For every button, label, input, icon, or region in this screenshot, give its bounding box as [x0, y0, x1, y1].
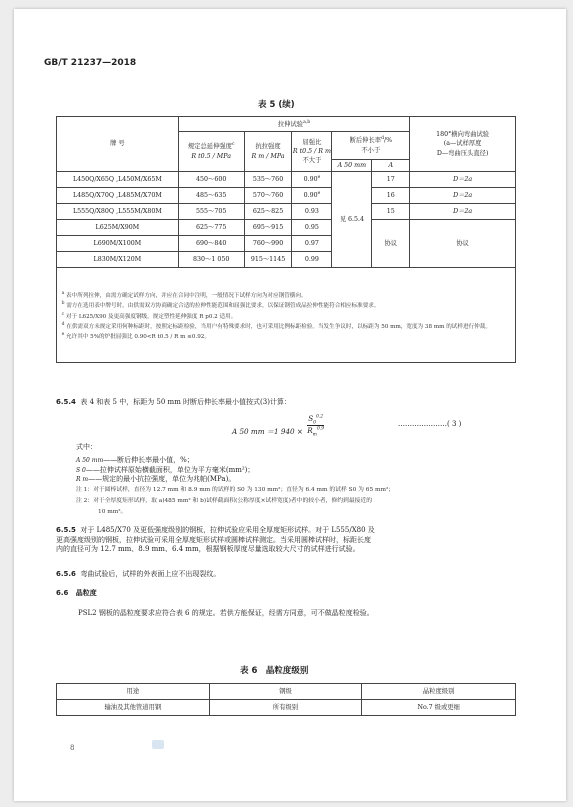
header-tensile: 拉伸试验$^{a,b}$ [178, 117, 409, 132]
ts-cell: 570～760 [244, 188, 292, 204]
bend-cell: D＝2a [410, 172, 516, 188]
yield-cell: 450～600 [178, 172, 244, 188]
section-6-6-heading: 6.6 晶粒度 [56, 589, 97, 597]
ratio-cell: 0.99 [292, 252, 332, 268]
header-yield: 规定总延伸强度$^c$ R t0.5 / MPa [178, 132, 244, 172]
formula-3: A 50 mm ＝1 940 × $\frac{S_0^{0.2}}{R_m^{0.9}}$ [232, 414, 325, 438]
note-1: 注 1：对于圆棒试样，直径为 12.7 mm 和 8.9 mm 的试样的 S0 为 130 mm²；直径为 6.4 mm 的试样 S0 为 65 mm²； [76, 487, 395, 493]
definition-item: R m——规定的最小抗拉强度，单位为兆帕(MPa)。 [76, 475, 236, 484]
footnote: $^d$ 在供需双方未规定采用何种标距时，按照定标距检验，当用户有特殊要求时，也可采用比例标距检验。当发生争议时，以标距为 50 mm，宽度为 38 mm 的试样进行仲裁。 [61, 321, 491, 330]
bend-cell: D＝2a [410, 204, 516, 220]
section-6-5-6: 6.5.6 弯曲试验后，试样的外表面上应不出现裂纹。 [56, 570, 221, 578]
grain-size-cell: No.7 级或更细 [362, 700, 516, 716]
ts-cell: 915～1145 [244, 252, 292, 268]
grade-cell: L830M/X120M [57, 252, 179, 268]
header-usage: 用途 [57, 684, 210, 700]
a50-merged-cell: 见 6.5.4 [332, 172, 372, 268]
table5-footnotes [58, 290, 514, 341]
agreement-a-cell: 协议 [372, 220, 410, 268]
where-label: 式中： [76, 443, 97, 451]
a-cell: 17 [372, 172, 410, 188]
ts-cell: 535～760 [244, 172, 292, 188]
section-6-5-5: 6.5.5 对于 L485/X70 及更低强度级别的钢板，拉伸试验应采用全厚度矩形试样。对于 L555/X80 及 更高强度级别的钢板，拉伸试验可采用全厚度矩形试样或圆棒试样测定。当采用圆棒试样时，标距长度 内的直径可为 12.7 mm、8.9 mm、6.4 mm，根据钢板厚度尽量选取较大尺寸的试样进行试验。 [56, 526, 375, 554]
table-6 [56, 683, 516, 716]
page-number: 8 [70, 744, 75, 752]
ratio-cell: 0.90e [292, 172, 332, 188]
a-cell: 15 [372, 204, 410, 220]
footnote: $^b$ 需方在选用表中牌号时，由供需双方协商确定合适的拉伸性能范围和屈强比要求，以保证钢管成品拉伸性能符合相应标准要求。 [61, 301, 380, 310]
ts-cell: 695～915 [244, 220, 292, 236]
grade-cell: L450Q/X65Q ,L450M/X65M [57, 172, 179, 188]
yield-cell: 485～635 [178, 188, 244, 204]
header-elongation: 断后伸长率$^d$/% 不小于 [332, 132, 410, 160]
ratio-cell: 0.90e [292, 188, 332, 204]
yield-cell: 830～1 050 [178, 252, 244, 268]
table6-caption: 表 6 晶粒度级别 [240, 666, 309, 676]
note-2: 注 2：对于全厚度矩形试样，取 a)485 mm² 和 b)试样截面积(公称厚度×试样宽度)者中的较小者，修约到最接近的 [76, 498, 373, 504]
header-tensile-strength: 抗拉强度 R m / MPa [244, 132, 292, 172]
header-a50mm: A 50 mm [332, 160, 372, 172]
yield-cell: 555～705 [178, 204, 244, 220]
grade-cell: L625M/X90M [57, 220, 179, 236]
grade-cell: 所有级别 [209, 700, 362, 716]
standard-code-header: GB/T 21237—2018 [44, 58, 137, 68]
header-grade: 钢级 [209, 684, 362, 700]
table5-caption: 表 5 (续) [258, 100, 295, 110]
header-bend-test: 180°横向弯曲试验 (a—试样厚度 D—弯曲压头直径) [410, 117, 516, 172]
ts-cell: 760～990 [244, 236, 292, 252]
header-grain-size: 晶粒度级别 [362, 684, 516, 700]
grade-cell: L485Q/X70Q ,L485M/X70M [57, 188, 179, 204]
definition-item: A 50 mm——断后伸长率最小值，%； [76, 456, 194, 464]
a-cell: 16 [372, 188, 410, 204]
grade-cell: L555Q/X80Q ,L555M/X80M [57, 204, 179, 220]
watermark-stamp-icon [152, 740, 164, 749]
header-grade: 牌 号 [57, 117, 179, 172]
yield-cell: 625～775 [178, 220, 244, 236]
ratio-cell: 0.93 [292, 204, 332, 220]
agreement-bend-cell: 协议 [410, 220, 516, 268]
ratio-cell: 0.97 [292, 236, 332, 252]
symbol-definitions [76, 456, 516, 485]
footnote: $^c$ 对于 L625/X90 及更高强度钢级，规定塑性延伸强度 R p0.2 适用。 [61, 311, 237, 320]
note-2-continued: 10 mm²。 [98, 509, 127, 515]
footnote: $^a$ 表中所列拉伸，由需方确定试样方向，并应在合同中注明，一般情况下试样方向为对应钢管横向。 [61, 291, 307, 299]
ratio-cell: 0.95 [292, 220, 332, 236]
formula-number: …………………( 3 ) [398, 420, 462, 428]
grade-cell: L690M/X100M [57, 236, 179, 252]
definition-item: S 0——拉伸试样原始横截面积，单位为平方毫米(mm²)； [76, 465, 255, 474]
ts-cell: 625～825 [244, 204, 292, 220]
usage-cell: 输油及其他管道用钢 [57, 700, 210, 716]
header-a: A [372, 160, 410, 172]
header-yield-ratio: 屈强比 R t0.5 / R m 不大于 [292, 132, 332, 172]
section-6-6-text: PSL2 钢板的晶粒度要求应符合表 6 的规定。若供方能保证，经需方同意，可不做晶粒度检验。 [78, 609, 374, 617]
bend-cell: D＝2a [410, 188, 516, 204]
section-6-5-4: 6.5.4 表 4 和表 5 中，标距为 50 mm 时断后伸长率最小值按式(3)计算： [56, 398, 291, 406]
footnote: $^e$ 允许其中 5%的炉批屈强比 0.90<R t0.5 / R m ≤0.92。 [61, 332, 210, 340]
yield-cell: 690～840 [178, 236, 244, 252]
